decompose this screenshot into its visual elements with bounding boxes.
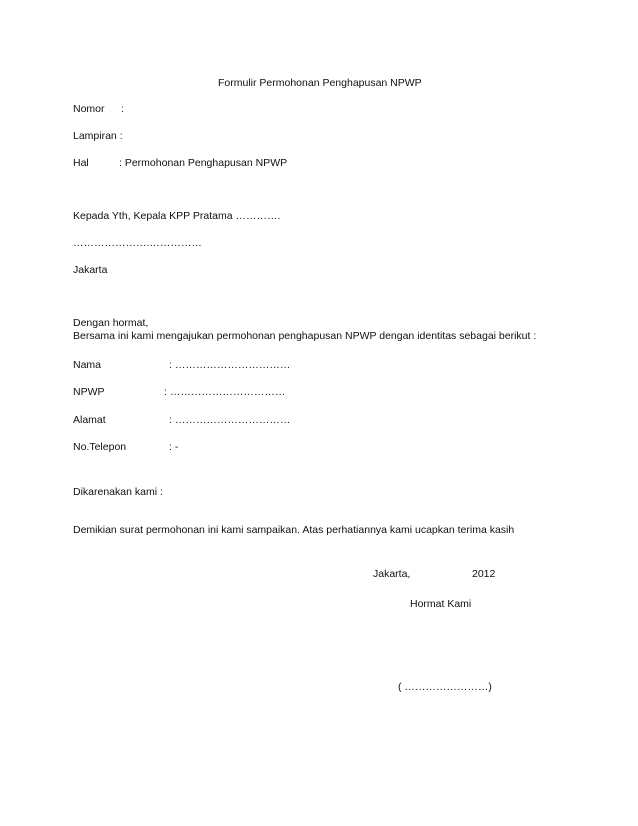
- identity-value-alamat: : ……………………………: [169, 414, 291, 426]
- nomor-separator: :: [121, 103, 124, 115]
- signature-year: 2012: [472, 568, 496, 580]
- greeting: Dengan hormat,: [73, 317, 149, 329]
- nomor-label: Nomor: [73, 103, 105, 115]
- identity-label-telepon: No.Telepon: [73, 441, 127, 453]
- lampiran-label: Lampiran :: [73, 130, 123, 142]
- reason-line: Dikarenakan kami :: [73, 486, 163, 498]
- signature-regards: Hormat Kami: [410, 598, 472, 610]
- recipient-city: Jakarta: [73, 264, 108, 276]
- identity-value-telepon: : -: [169, 441, 179, 453]
- recipient-line-1: Kepada Yth, Kepala KPP Pratama ………….: [73, 210, 281, 222]
- identity-label-alamat: Alamat: [73, 414, 106, 426]
- identity-label-npwp: NPWP: [73, 386, 105, 398]
- identity-value-npwp: : ……………………………: [164, 386, 286, 398]
- signature-name-placeholder: ( ……………………): [398, 681, 492, 693]
- hal-value: : Permohonan Penghapusan NPWP: [119, 157, 288, 169]
- signature-place: Jakarta,: [373, 568, 411, 580]
- intro-paragraph: Bersama ini kami mengajukan permohonan penghapusan NPWP dengan identitas sebagai berikut :: [73, 330, 537, 342]
- identity-label-nama: Nama: [73, 359, 102, 371]
- document-title: Formulir Permohonan Penghapusan NPWP: [218, 77, 422, 89]
- recipient-line-2: ………………….……………: [73, 237, 202, 249]
- closing-paragraph: Demikian surat permohonan ini kami sampaikan. Atas perhatiannya kami ucapkan terima kasih: [73, 524, 515, 536]
- identity-value-nama: : ……………………………: [169, 359, 291, 371]
- hal-label: Hal: [73, 157, 89, 169]
